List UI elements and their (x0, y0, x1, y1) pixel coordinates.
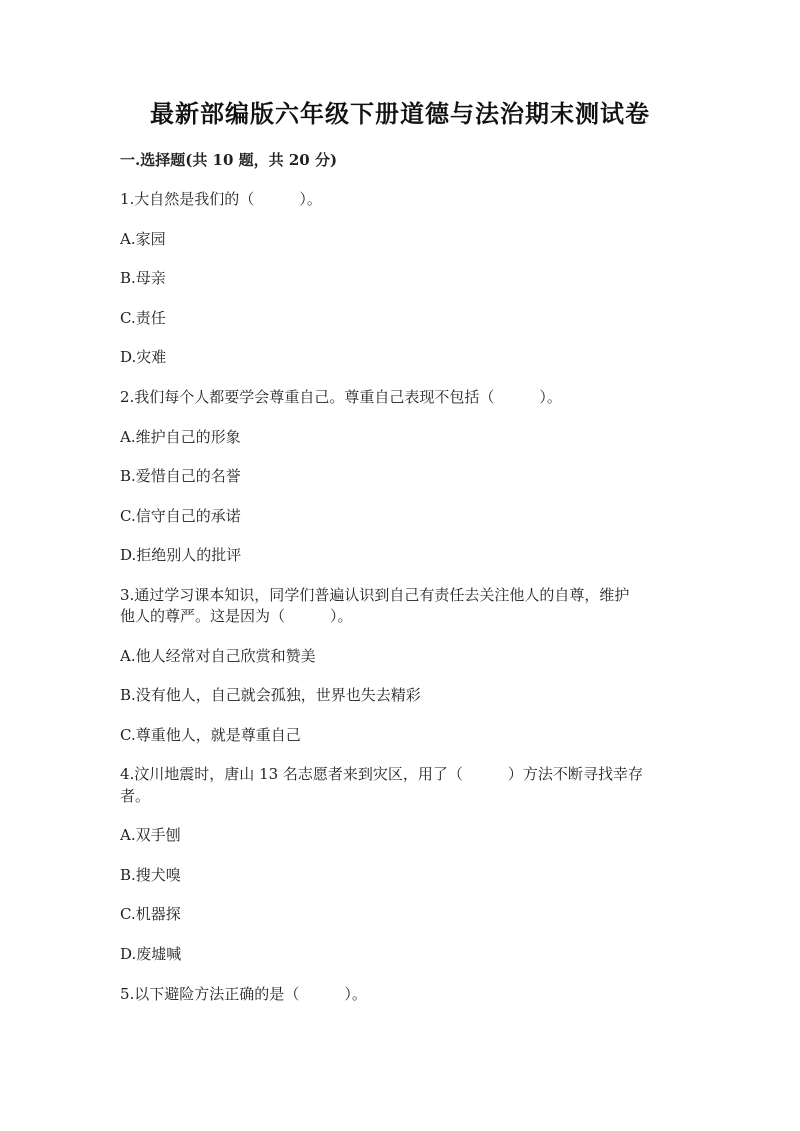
question-1-option-c: C.责任 (120, 309, 166, 327)
question-4-option-c: C.机器探 (120, 905, 181, 923)
question-2-option-a: A.维护自己的形象 (120, 428, 241, 446)
question-4-stem-line-2: 者。 (120, 787, 151, 805)
question-3-option-b: B.没有他人，自己就会孤独，世界也失去精彩 (120, 686, 421, 704)
question-2-option-d: D.拒绝别人的批评 (120, 546, 242, 564)
question-3-option-a: A.他人经常对自己欣赏和赞美 (120, 647, 316, 665)
question-4-option-d: D.废墟喊 (120, 945, 182, 963)
question-1-stem: 1.大自然是我们的（ ）。 (120, 190, 322, 208)
page-title: 最新部编版六年级下册道德与法治期末测试卷 (150, 99, 650, 128)
question-1-option-d: D.灾难 (120, 348, 167, 366)
question-3-stem-line-1: 3.通过学习课本知识，同学们普遍认识到自己有责任去关注他人的自尊，维护 (120, 586, 630, 604)
question-5-stem: 5.以下避险方法正确的是（ ）。 (120, 985, 367, 1003)
question-2-option-b: B.爱惜自己的名誉 (120, 467, 241, 485)
question-3-stem-line-2: 他人的尊严。这是因为（ ）。 (120, 607, 353, 625)
question-1-option-b: B.母亲 (120, 269, 166, 287)
question-4-option-a: A.双手刨 (120, 826, 181, 844)
question-3-option-c: C.尊重他人，就是尊重自己 (120, 726, 301, 744)
section-heading: 一.选择题(共 10 题，共 20 分) (120, 151, 338, 169)
question-4-option-b: B.搜犬嗅 (120, 866, 181, 884)
question-4-stem-line-1: 4.汶川地震时，唐山 13 名志愿者来到灾区，用了（ ）方法不断寻找幸存 (120, 765, 643, 783)
question-2-stem: 2.我们每个人都要学会尊重自己。尊重自己表现不包括（ ）。 (120, 388, 562, 406)
question-2-option-c: C.信守自己的承诺 (120, 507, 241, 525)
question-1-option-a: A.家园 (120, 230, 166, 248)
